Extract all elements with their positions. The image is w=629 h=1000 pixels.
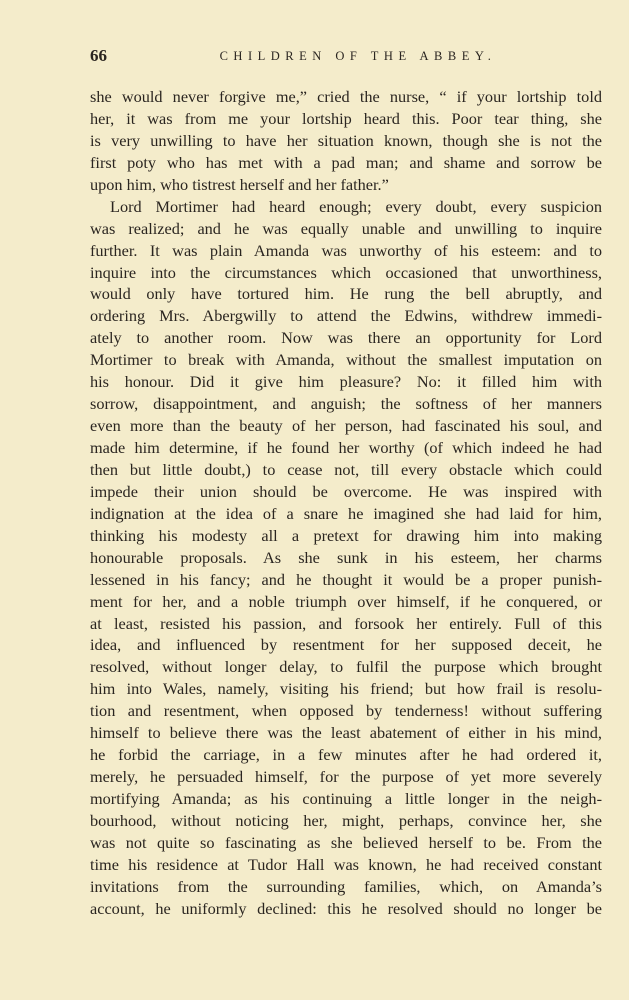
text-line: ordering Mrs. Abergwilly to attend the Edwins, withdrew immedi- bbox=[90, 306, 602, 326]
text-line: sorrow, disappointment, and anguish; the softness of her manners bbox=[90, 394, 602, 414]
text-line: further. It was plain Amanda was unworthy of his esteem: and to bbox=[90, 240, 602, 260]
text-line: himself to believe there was the least abatement of either in his mind, bbox=[90, 723, 602, 743]
text-line: resolved, without longer delay, to fulfil the purpose which brought bbox=[90, 657, 602, 677]
text-line: at least, resisted his passion, and forsook her entirely. Full of this bbox=[90, 613, 602, 633]
text-line: is very unwilling to have her situation known, though she is not the bbox=[90, 130, 602, 150]
text-line: merely, he persuaded himself, for the purpose of yet more severely bbox=[90, 767, 602, 787]
text-line: even more than the beauty of her person, had fascinated his soul, and bbox=[90, 416, 602, 436]
text-line: then but little doubt,) to cease not, till every obstacle which could bbox=[90, 459, 602, 479]
text-line: inquire into the circumstances which occasioned that unworthiness, bbox=[90, 262, 602, 282]
page-header bbox=[90, 44, 602, 68]
text-line: was realized; and he was equally unable and unwilling to inquire bbox=[90, 218, 602, 238]
text-line: upon him, who tistrest herself and her father.” bbox=[90, 174, 389, 194]
text-line: him into Wales, namely, visiting his friend; but how frail is resolu- bbox=[90, 679, 602, 699]
text-line: lessened in his fancy; and he thought it would be a proper punish- bbox=[90, 569, 602, 589]
text-line: would only have tortured him. He rung the bell abruptly, and bbox=[90, 284, 602, 304]
text-line: indignation at the idea of a snare he imagined she had laid for him, bbox=[90, 503, 602, 523]
running-title: CHILDREN OF THE ABBEY. bbox=[219, 49, 497, 63]
page-number: 66 bbox=[90, 46, 107, 65]
body-text bbox=[90, 86, 602, 920]
text-line: he forbid the carriage, in a few minutes after he had ordered it, bbox=[90, 745, 602, 765]
text-line: ately to another room. Now was there an opportunity for Lord bbox=[90, 328, 602, 348]
text-line: made him determine, if he found her worthy (of which indeed he had bbox=[90, 438, 602, 457]
text-line: idea, and influenced by resentment for her supposed deceit, he bbox=[90, 635, 602, 655]
text-line: invitations from the surrounding families, which, on Amanda’s bbox=[90, 876, 602, 896]
text-line: honourable proposals. As she sunk in his esteem, her charms bbox=[90, 547, 602, 567]
text-line: thinking his modesty all a pretext for drawing him into making bbox=[90, 525, 602, 545]
text-line: was not quite so fascinating as she believed herself to be. From the bbox=[90, 832, 602, 852]
text-line: mortifying Amanda; as his continuing a little longer in the neigh- bbox=[90, 789, 602, 808]
text-line: first poty who has met with a pad man; and shame and sorrow be bbox=[90, 152, 602, 172]
text-line: Mortimer to break with Amanda, without the smallest imputation on bbox=[90, 350, 602, 370]
text-line: account, he uniformly declined: this he resolved should no longer be bbox=[90, 898, 602, 918]
text-line: ment for her, and a noble triumph over himself, if he conquered, or bbox=[90, 591, 602, 611]
text-line: her, it was from me your lortship heard this. Poor tear thing, she bbox=[90, 108, 602, 128]
text-line: Lord Mortimer had heard enough; every doubt, every suspicion bbox=[110, 196, 602, 216]
text-line: bourhood, without noticing her, might, perhaps, convince her, she bbox=[90, 810, 602, 830]
text-line: tion and resentment, when opposed by tenderness! without suffering bbox=[90, 701, 602, 721]
text-line: his honour. Did it give him pleasure? No: it filled him with bbox=[90, 372, 602, 392]
text-line: impede their union should be overcome. He was inspired with bbox=[90, 481, 602, 501]
text-line: time his residence at Tudor Hall was known, he had received constant bbox=[90, 854, 602, 874]
text-line: she would never forgive me,” cried the nurse, “ if your lortship told bbox=[90, 87, 602, 106]
